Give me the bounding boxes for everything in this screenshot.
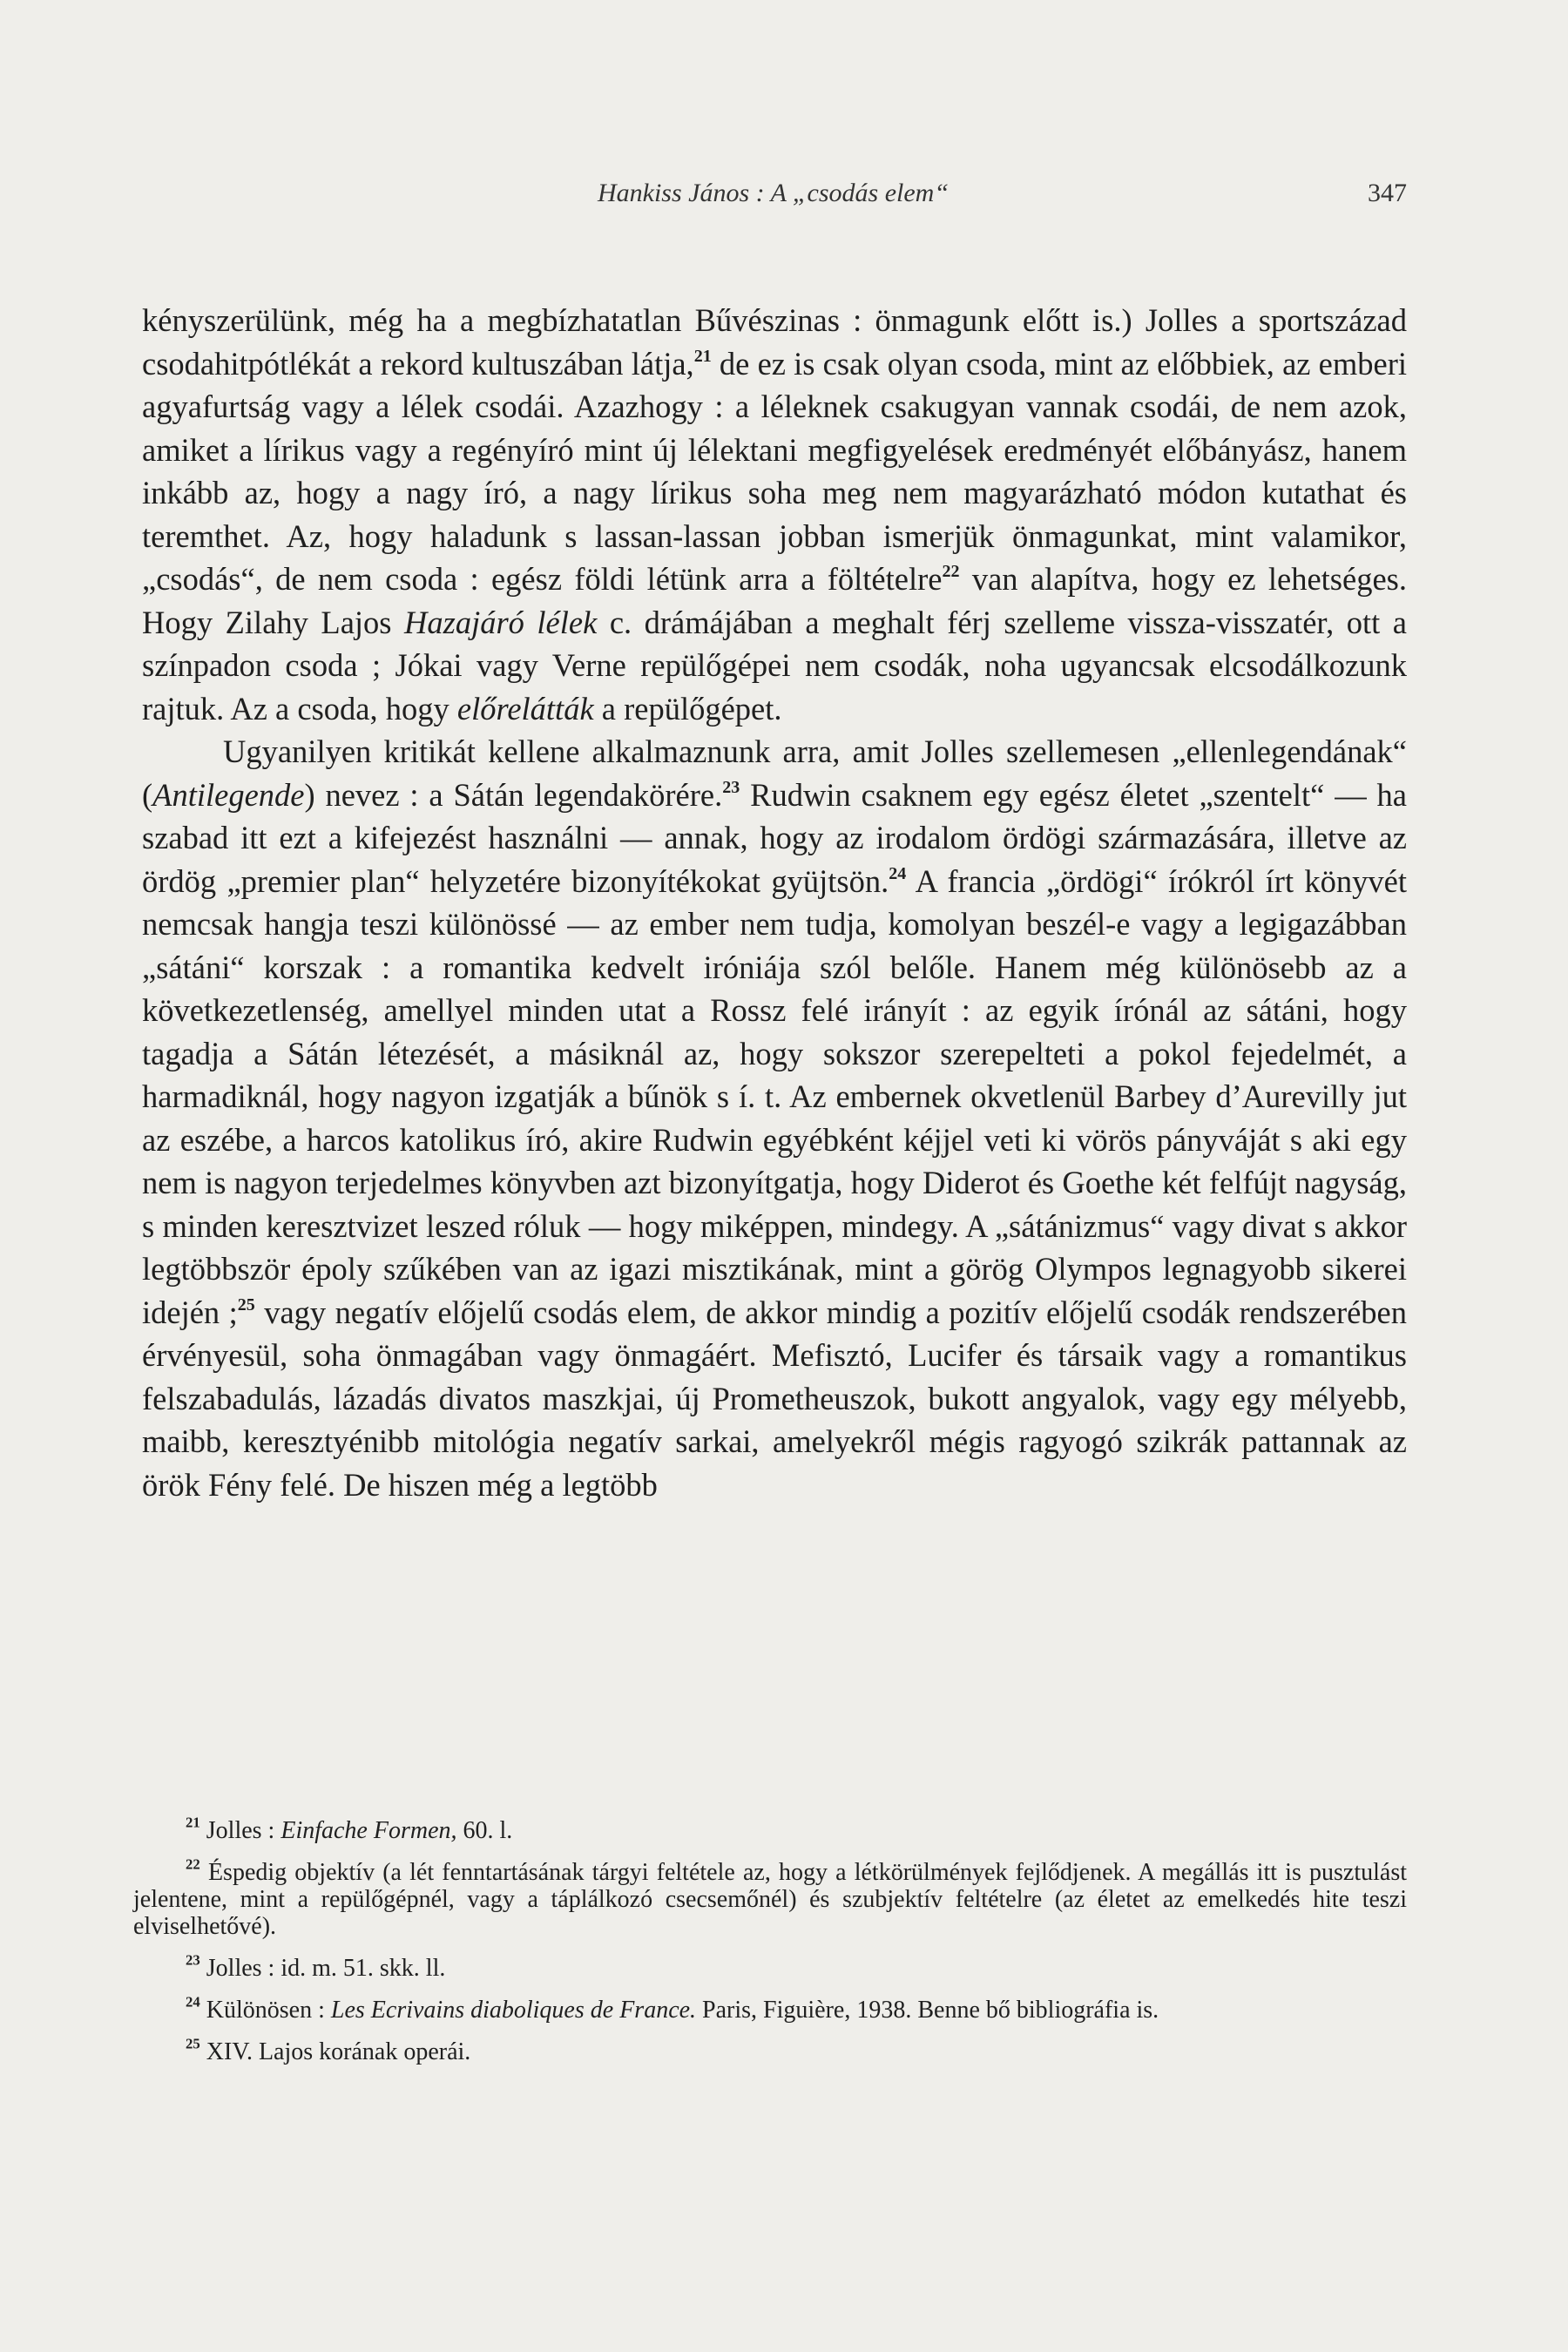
text-run: A francia „ördögi“ írókról írt könyvét nemcsak hangja teszi különössé — az ember nem tudja, komolyan beszél-e vagy a legigazábban „sátáni“ korszak : a romantika kedvelt iróniája szól belőle. Hanem még különösebb az a következetlenség, amellyel minden utat a Rossz felé irányít : az egyik írónál az sátáni, hogy tagadja a Sátán létezését, a másiknál az, hogy sokszor szerepelteti a pokol fejedelmét, a harmadiknál, hogy nagyon izgatják a bűnök s í. t. Az embernek okvetlenül Barbey d’Aurevilly jut az eszébe, a harcos katolikus író, akire Rudwin egyébként kéjjel veti ki vörös pányváját s aki egy nem is nagyon terjedelmes könyvben azt bizonyítgatja, hogy Diderot és Goethe két felfújt nagyság, s minden keresztvizet leszed róluk — hogy miképpen, mindegy. A „sátánizmus“ vagy divat s akkor legtöbbször époly szűkében van az igazi misztikának, mint a görög Olympos legnagyobb sikerei idején ;	[142, 862, 1408, 1330]
footnote-number: 21	[186, 1814, 200, 1831]
paragraph-2	[142, 730, 1407, 1506]
footnote-number: 24	[186, 1993, 200, 2011]
emphasis-elorelattak: előrelátták	[456, 690, 594, 727]
text-run: Rudwin csaknem egy egész életet „szentelt“ — ha szabad itt ezt a kifejezést használni — annak, hogy az irodalom ördögi származására, illetve az ördög „premier plan“ helyzetére bizonyítékokat gyüjtsön.	[142, 776, 1407, 899]
footnote-number: 23	[186, 1951, 200, 1969]
paragraph-1	[142, 299, 1407, 730]
text-run: Éspedig objektív (a lét fenntartásának tárgyi feltétele az, hogy a létkörülmények fejlődjenek. A megállás itt is pusztulást jelentene, mint a repülőgépnél, vagy a táplálkozó csecsemőnél) és szubjektív feltételre (az életet az emelkedés hite teszi elviselhetővé).	[133, 1859, 1407, 1940]
text-run: Különösen :	[199, 1997, 331, 2024]
footnote-22	[133, 1855, 1407, 1940]
text-run: Paris, Figuière, 1938. Benne bő bibliográfia is.	[696, 1997, 1159, 2024]
text-run: XIV. Lajos korának operái.	[199, 2038, 471, 2065]
text-run: a repülőgépet.	[593, 690, 782, 727]
emphasis-antilegende: Antilegende	[152, 776, 305, 813]
footnote-number: 25	[186, 2035, 200, 2052]
text-run: van alapítva, hogy ez lehetséges. Hogy Zilahy Lajos	[142, 561, 1407, 640]
text-run: Jolles : id. m. 51. skk. ll.	[199, 1955, 446, 1982]
work-title: Einfache Formen,	[280, 1817, 457, 1844]
text-run: 60. l.	[456, 1817, 513, 1844]
running-title: Hankiss János : A „csodás elem“	[597, 179, 950, 207]
text-run: ) nevez : a Sátán legendakörére.	[304, 776, 723, 813]
footnotes	[133, 1814, 1407, 2080]
footnote-25	[133, 2035, 1407, 2065]
text-run: vagy negatív előjelű csodás elem, de akkor mindig a pozitív előjelű csodák rendszerében érvényesül, soha önmagában vagy önmagáért. Mefisztó, Lucifer és társaik vagy a romantikus felszabadulás, lázadás divatos maszkjai, új Prometheuszok, bukott angyalok, vagy egy mélyebb, maibb, keresztyénibb mitológia negatív sarkai, amelyekről mégis ragyogó szikrák pattannak az örök Fény felé. De hiszen még a legtöbb	[142, 1294, 1408, 1503]
text-run: Ugyanilyen kritikát kellene alkalmaznunk arra, amit Jolles szellemesen „ellenlegendának“ (	[142, 733, 1407, 813]
footnote-ref-22: 22	[942, 561, 960, 581]
footnote-ref-25: 25	[237, 1294, 255, 1315]
footnote-24	[133, 1993, 1407, 2024]
text-run: kényszerülünk, még ha a megbízhatatlan Bűvészinas : önmagunk előtt is.) Jolles a sportszázad csodahitpótlékát a rekord kultuszában látja,	[142, 302, 1407, 382]
page-number: 347	[1368, 179, 1407, 207]
footnote-21	[133, 1814, 1407, 1844]
footnote-ref-21: 21	[693, 346, 712, 366]
footnote-ref-23: 23	[722, 777, 740, 797]
text-run: Jolles :	[199, 1817, 281, 1844]
work-title: Les Ecrivains diaboliques de France.	[330, 1997, 697, 2024]
footnote-number: 22	[186, 1855, 200, 1873]
text-run: de ez is csak olyan csoda, mint az előbbiek, az emberi agyafurtság vagy a lélek csodái. Azazhogy : a léleknek csakugyan vannak csodái, de nem azok, amiket a lírikus vagy a regényíró mint új lélektani megfigyelések eredményét előbányász, hanem inkább az, hogy a nagy író, a nagy lírikus soha meg nem magyarázható módon kutathat és teremthet. Az, hogy haladunk s lassan-lassan jobban ismerjük önmagunkat, mint valamikor, „csodás“, de nem csoda : egész földi létünk arra a föltételre	[142, 345, 1407, 597]
footnote-ref-24: 24	[889, 863, 907, 883]
body-text	[142, 299, 1407, 1506]
work-title-hazajaro-lelek: Hazajáró lélek	[404, 604, 598, 640]
footnote-23	[133, 1951, 1407, 1982]
text-run: c. drámájában a meghalt férj szelleme vissza-visszatér, ott a színpadon csoda ; Jókai vagy Verne repülőgépei nem csodák, noha ugyancsak elcsodálkozunk rajtuk. Az a csoda, hogy	[142, 604, 1407, 727]
